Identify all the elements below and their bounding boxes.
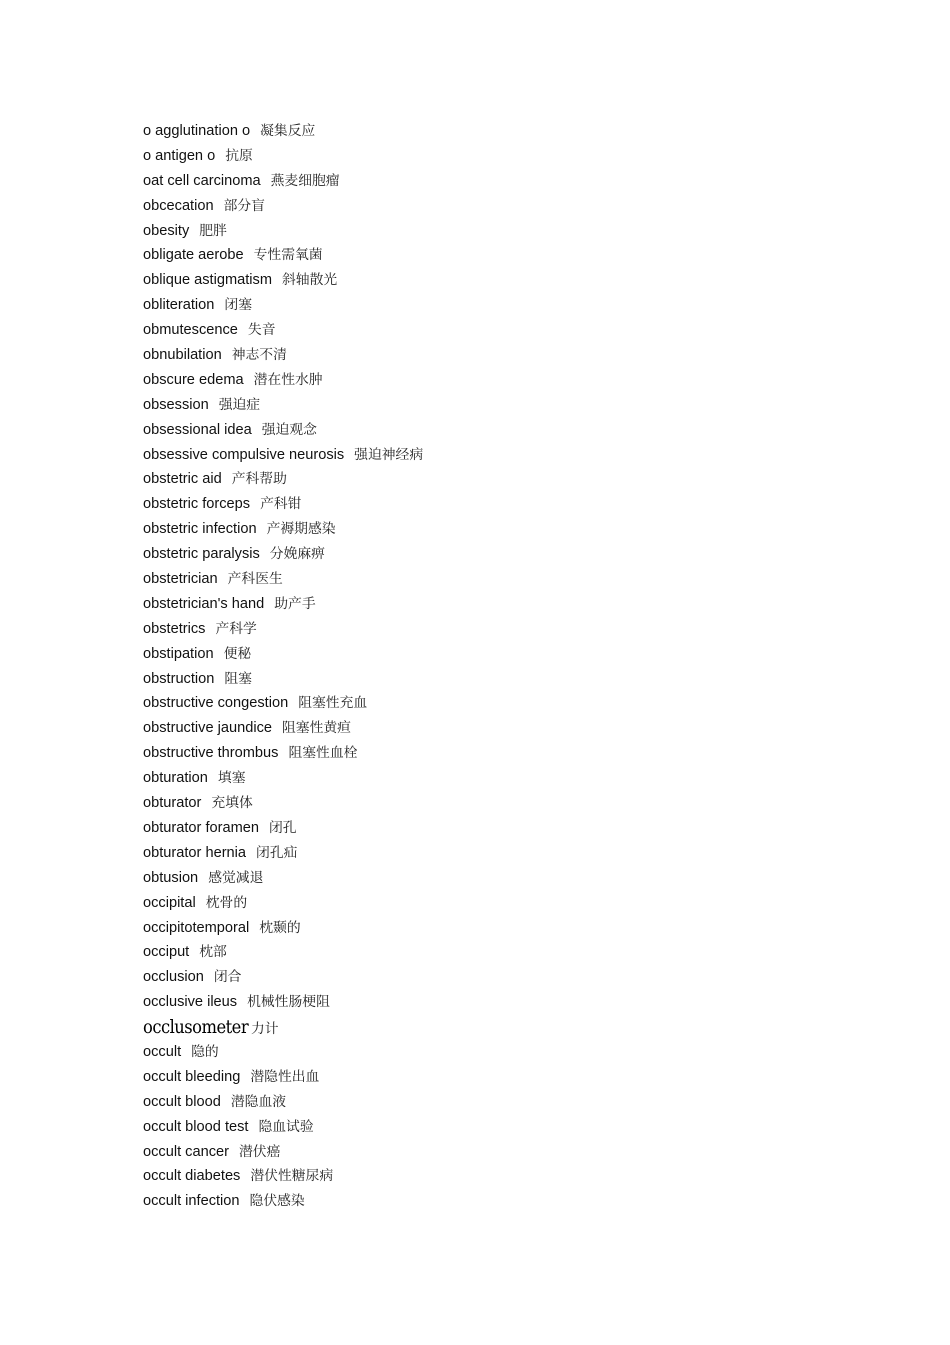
glossary-entry [143,667,423,692]
glossary-entry [143,219,423,244]
entry-translation: 填塞 [217,770,246,787]
entry-term: occult blood [143,1093,221,1110]
glossary-entry [143,940,423,965]
entry-translation: 潜隐性出血 [250,1068,320,1085]
glossary-entry [143,766,423,791]
entry-translation: 抗原 [225,147,253,164]
glossary-entry [143,1164,423,1189]
glossary-entry [143,1140,423,1165]
glossary-entry [143,592,423,617]
glossary-entry [143,716,423,741]
entry-translation: 潜伏癌 [238,1143,281,1160]
glossary-entry [143,1040,423,1065]
glossary-list [143,119,423,1214]
entry-term: obstetrician's hand [143,595,265,612]
glossary-entry [143,343,423,368]
entry-term: obstruction [143,670,215,687]
glossary-entry [143,965,423,990]
entry-translation: 肥胖 [199,222,227,239]
glossary-entry [143,542,423,567]
entry-translation: 强迫症 [218,396,261,413]
entry-term: obsessive compulsive neurosis [143,446,345,463]
glossary-entry [143,194,423,219]
entry-term: occult infection [143,1193,240,1210]
entry-translation: 闭孔疝 [256,844,298,861]
entry-translation: 产科学 [215,620,257,637]
entry-translation: 斜轴散光 [281,272,338,289]
glossary-entry [143,1090,423,1115]
entry-translation: 凝集反应 [260,123,316,139]
entry-term: obstipation [143,645,214,662]
entry-translation: 强迫观念 [261,421,317,438]
entry-term: obturator hernia [143,844,247,861]
entry-translation: 枕骨的 [205,894,248,911]
entry-term: oblique astigmatism [143,272,272,289]
entry-translation: 专性需氧菌 [253,247,323,264]
entry-term: obstetric paralysis [143,546,260,563]
entry-term: occlusometer [143,1016,249,1039]
entry-term: obmutescence [143,322,238,339]
entry-translation: 机械性肠梗阻 [247,994,330,1011]
entry-term: o antigen o [143,147,216,164]
glossary-entry [143,642,423,667]
entry-translation: 潜伏性糖尿病 [250,1168,334,1185]
glossary-entry [143,443,423,468]
entry-term: obturator [143,795,202,812]
entry-term: o agglutination o [143,123,251,139]
entry-translation: 充填体 [211,795,253,812]
glossary-entry [143,517,423,542]
entry-translation: 隐伏感染 [249,1193,305,1210]
entry-translation: 助产手 [274,595,316,612]
entry-translation: 力计 [251,1021,279,1038]
entry-term: obturation [143,770,208,787]
glossary-entry [143,268,423,293]
entry-term: obturator foramen [143,819,260,836]
entry-translation: 感觉减退 [208,869,264,886]
glossary-entry [143,368,423,393]
entry-term: occult bleeding [143,1068,241,1085]
glossary-entry [143,144,423,169]
entry-term: obstructive congestion [143,695,289,712]
entry-translation: 产科帮助 [231,471,287,488]
entry-translation: 产科医生 [227,571,283,588]
glossary-entry [143,418,423,443]
entry-term: obliteration [143,297,215,314]
glossary-entry [143,791,423,816]
glossary-entry [143,1015,423,1040]
entry-term: occult diabetes [143,1168,241,1185]
entry-translation: 枕部 [199,944,227,961]
entry-term: obstructive jaundice [143,720,272,737]
entry-translation: 阻塞性黄疸 [282,720,351,737]
entry-term: occult cancer [143,1143,229,1160]
entry-translation: 潜在性水肿 [253,371,323,388]
glossary-entry [143,691,423,716]
entry-translation: 燕麦细胞瘤 [270,172,340,189]
entry-translation: 失音 [247,322,276,339]
entry-translation: 部分盲 [223,197,265,214]
entry-translation: 闭合 [213,969,242,986]
entry-translation: 神志不清 [231,347,287,364]
glossary-entry [143,816,423,841]
entry-term: obstetrician [143,571,218,588]
entry-term: obtusion [143,869,199,886]
glossary-entry [143,467,423,492]
entry-translation: 阻塞 [224,670,252,687]
entry-term: obstetric infection [143,521,257,538]
entry-term: occult [143,1043,182,1060]
entry-term: obesity [143,222,190,239]
entry-translation: 隐的 [191,1043,219,1060]
entry-term: occipital [143,894,196,911]
entry-translation: 强迫神经病 [354,446,424,463]
entry-term: obstetric aid [143,471,222,488]
entry-term: occipitotemporal [143,919,250,936]
entry-translation: 产科钳 [260,496,302,513]
glossary-entry [143,1115,423,1140]
glossary-entry [143,891,423,916]
entry-term: obstetric forceps [143,496,251,513]
entry-translation: 产褥期感染 [266,521,336,538]
entry-term: occiput [143,944,190,961]
glossary-entry [143,293,423,318]
entry-term: obstetrics [143,620,206,637]
entry-term: oat cell carcinoma [143,172,261,189]
entry-term: obscure edema [143,371,244,388]
entry-term: obsessional idea [143,421,252,438]
glossary-entry [143,169,423,194]
glossary-entry [143,1189,423,1214]
glossary-entry [143,916,423,941]
entry-term: occlusive ileus [143,994,238,1011]
entry-translation: 潜隐血液 [230,1093,287,1110]
entry-term: occult blood test [143,1118,249,1135]
entry-translation: 枕颞的 [259,919,301,936]
entry-term: obsession [143,396,209,413]
glossary-entry [143,617,423,642]
glossary-entry [143,243,423,268]
entry-term: obligate aerobe [143,247,244,264]
entry-translation: 便秘 [223,645,252,662]
glossary-entry [143,1065,423,1090]
glossary-entry [143,841,423,866]
entry-term: obnubilation [143,347,222,364]
glossary-entry [143,318,423,343]
glossary-entry [143,393,423,418]
glossary-entry [143,866,423,891]
entry-translation: 隐血试验 [258,1118,314,1135]
glossary-entry [143,119,423,144]
glossary-entry [143,567,423,592]
entry-translation: 阻塞性充血 [298,695,368,712]
entry-term: occlusion [143,969,204,986]
entry-term: obstructive thrombus [143,745,279,762]
entry-translation: 阻塞性血栓 [288,745,358,762]
glossary-entry [143,990,423,1015]
entry-translation: 闭孔 [269,819,297,836]
entry-translation: 分娩麻痹 [269,546,325,563]
entry-translation: 闭塞 [224,297,252,314]
glossary-entry [143,492,423,517]
entry-term: obcecation [143,197,214,214]
glossary-entry [143,741,423,766]
